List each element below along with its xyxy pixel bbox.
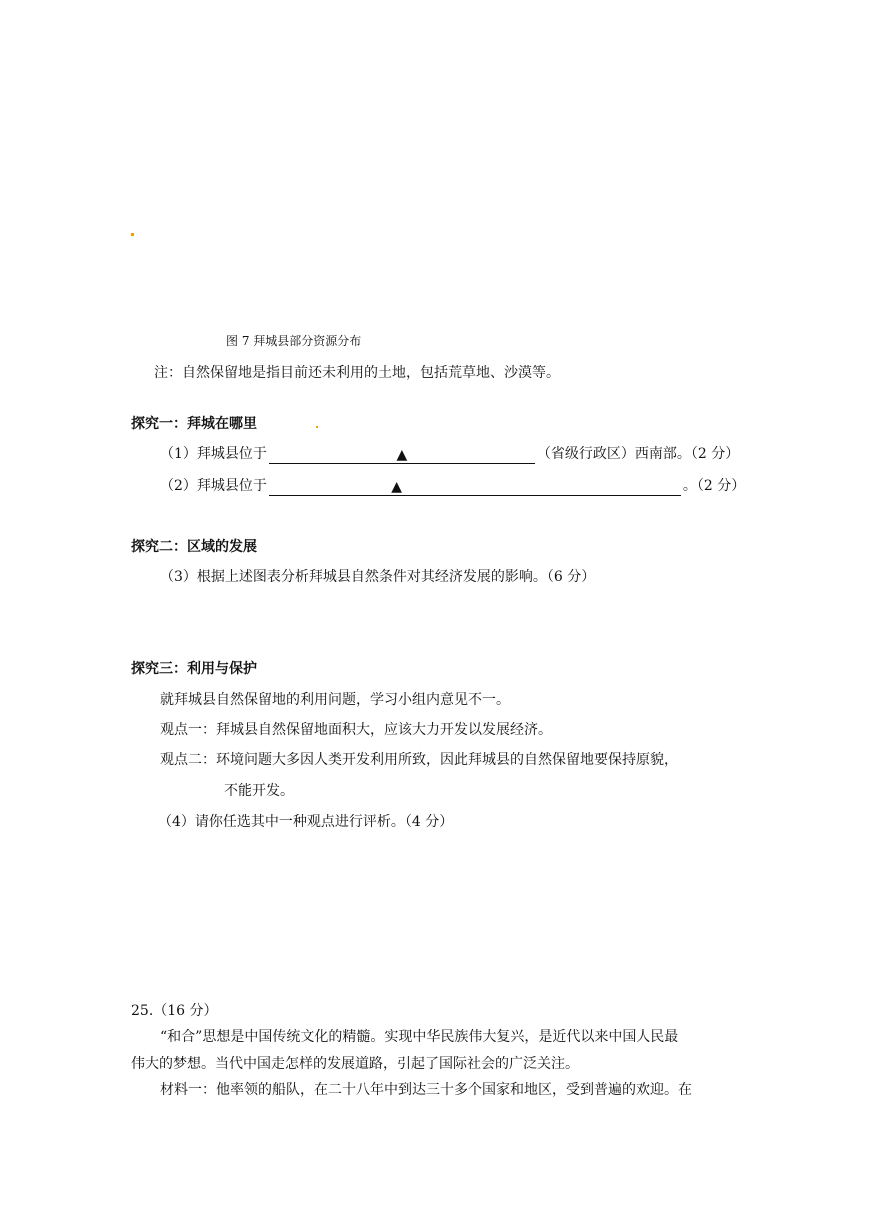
q1-suffix: （省级行政区）西南部。（2 分） <box>536 446 740 462</box>
question-3: （3）根据上述图表分析拜城县自然条件对其经济发展的影响。（6 分） <box>160 569 596 585</box>
section3-heading: 探究三：利用与保护 <box>131 661 257 677</box>
q1-prefix: （1）拜城县位于 <box>160 446 267 462</box>
q25-header: 25.（16 分） <box>131 1003 218 1019</box>
triangle-marker-icon: ▲ <box>396 447 408 463</box>
q25-paragraph-1-line-2: 伟大的梦想。当代中国走怎样的发展道路，引起了国际社会的广泛关注。 <box>131 1056 579 1072</box>
q25-material-1-line-1: 材料一：他率领的船队，在二十八年中到达三十多个国家和地区，受到普遍的欢迎。在 <box>160 1082 692 1098</box>
question-1 <box>160 444 739 464</box>
question-4: （4）请你任选其中一种观点进行评析。（4 分） <box>158 814 454 830</box>
question-2 <box>160 476 745 496</box>
section3-intro: 就拜城县自然保留地的利用问题，学习小组内意见不一。 <box>160 692 510 708</box>
figure-caption: 图 7 拜城县部分资源分布 <box>226 334 362 348</box>
decorative-dot <box>316 426 318 428</box>
viewpoint-1: 观点一：拜城县自然保留地面积大，应该大力开发以发展经济。 <box>160 722 552 738</box>
q2-suffix: 。（2 分） <box>682 478 746 494</box>
viewpoint-2-line-2: 不能开发。 <box>224 783 294 799</box>
triangle-marker-icon: ▲ <box>391 479 403 495</box>
q2-prefix: （2）拜城县位于 <box>160 478 267 494</box>
q25-paragraph-1-line-1: “和合”思想是中国传统文化的精髓。实现中华民族伟大复兴，是近代以来中国人民最 <box>160 1029 679 1045</box>
q2-answer-blank[interactable] <box>269 479 681 496</box>
figure-note: 注：自然保留地是指目前还未利用的土地，包括荒草地、沙漠等。 <box>154 365 560 381</box>
decorative-dot <box>131 233 134 236</box>
section1-heading: 探究一：拜城在哪里 <box>131 416 257 432</box>
q1-answer-blank[interactable] <box>269 447 535 464</box>
viewpoint-2-line-1: 观点二：环境问题大多因人类开发利用所致，因此拜城县的自然保留地要保持原貌， <box>160 752 678 768</box>
section2-heading: 探究二：区域的发展 <box>131 539 257 555</box>
